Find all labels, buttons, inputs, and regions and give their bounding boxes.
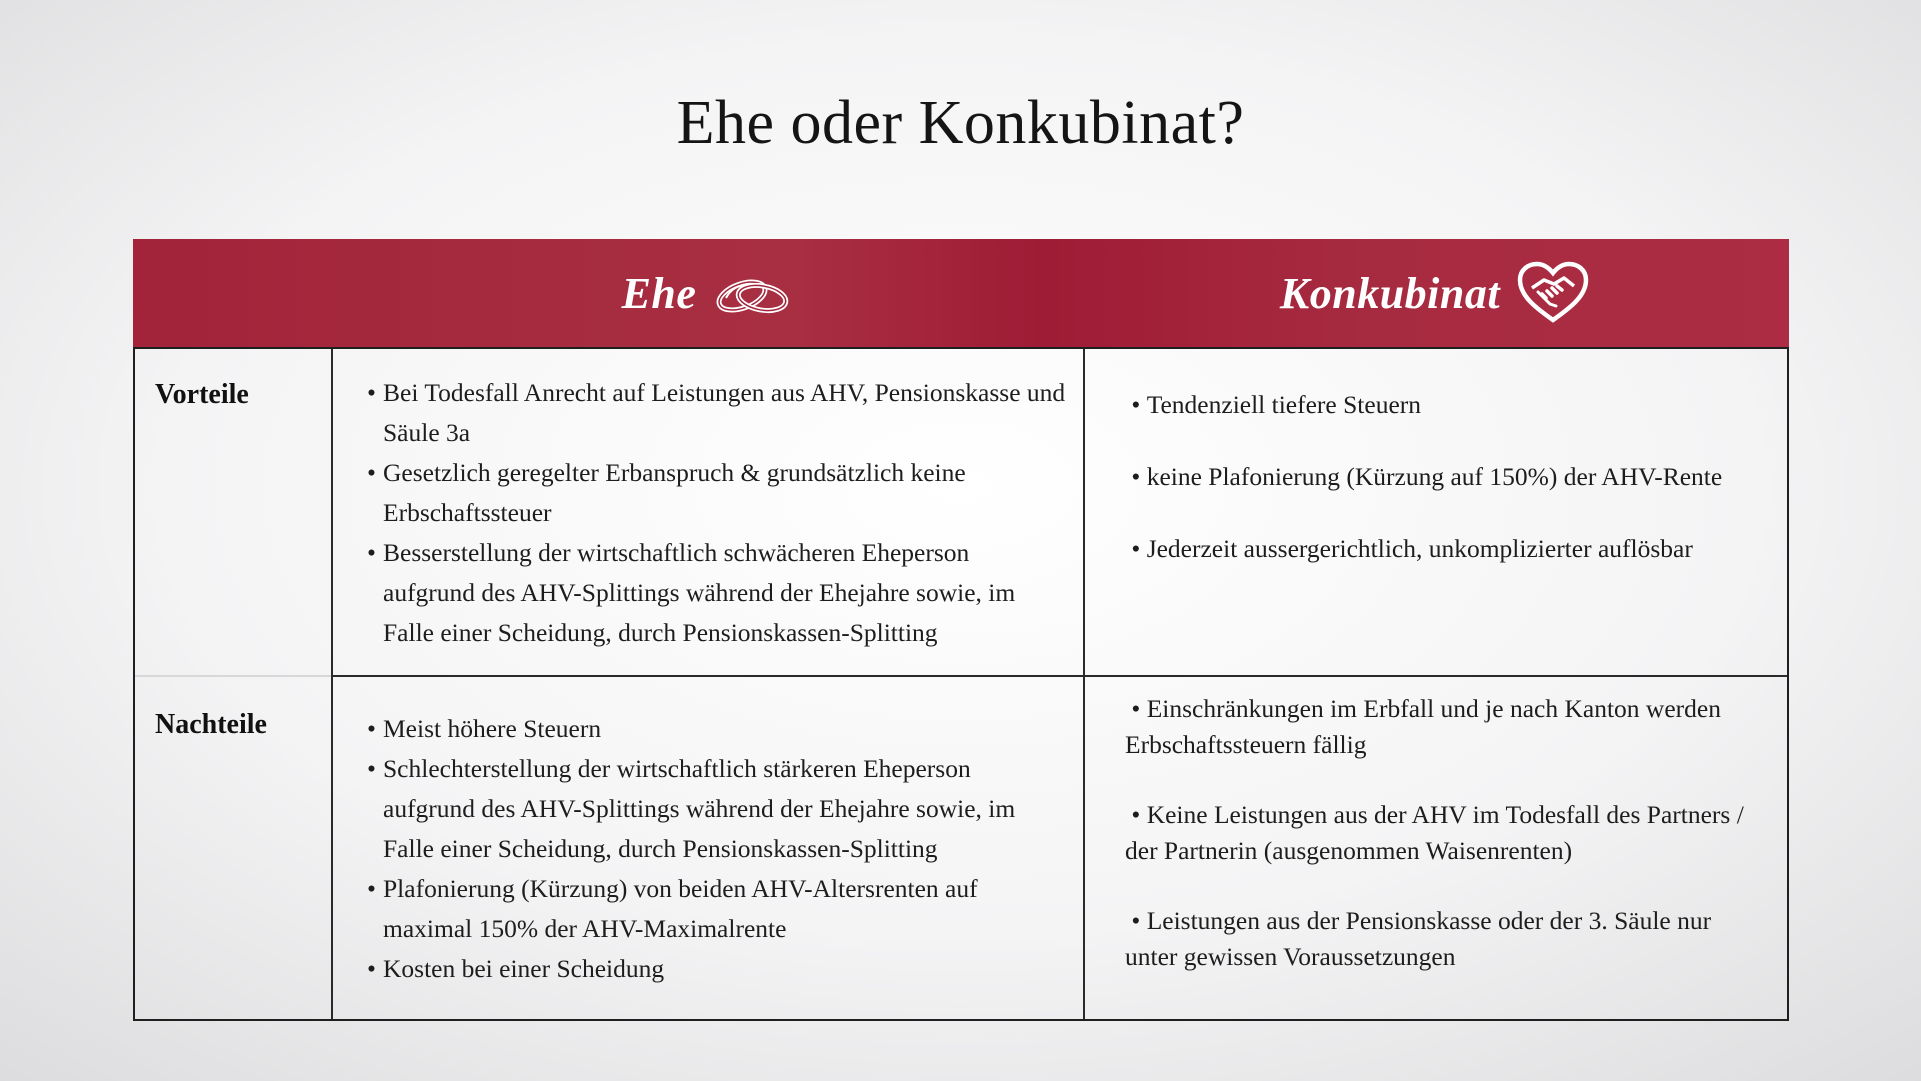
comparison-table: [133, 239, 1789, 1021]
cell-konkubinat-vorteile: [1125, 387, 1765, 567]
list-item: • Bei Todesfall Anrecht auf Leistungen aus AHV, Pensionskasse und Säule 3a: [367, 378, 1066, 447]
list-item: • keine Plafonierung (Kürzung auf 150%) der AHV-Rente: [1125, 462, 1723, 491]
cell-ehe-nachteile: [367, 709, 1067, 989]
table-header: [133, 239, 1789, 349]
list-item: • Jederzeit aussergerichtlich, unkomplizierter auflösbar: [1125, 534, 1693, 563]
list-item: • Leistungen aus der Pensionskasse oder der 3. Säule nur unter gewissen Voraussetzungen: [1125, 906, 1712, 971]
cell-konkubinat-nachteile: [1125, 691, 1765, 975]
header-ehe-label: Ehe: [621, 268, 697, 318]
header-ehe: [331, 239, 1083, 347]
wedding-rings-icon: [712, 268, 792, 318]
row-label-nachteile: Nachteile: [155, 709, 267, 740]
list-item: • Kosten bei einer Scheidung: [367, 954, 665, 983]
list-item: • Meist höhere Steuern: [367, 714, 602, 743]
handshake-heart-icon: [1516, 260, 1590, 326]
list-item: • Gesetzlich geregelter Erbanspruch & grundsätzlich keine Erbschaftssteuer: [367, 458, 966, 527]
cell-ehe-vorteile: [367, 373, 1067, 653]
column-divider-1: [331, 349, 333, 1019]
column-divider-2: [1083, 349, 1085, 1019]
list-item: • Tendenziell tiefere Steuern: [1125, 390, 1422, 419]
row-divider: [135, 675, 1787, 677]
row-label-vorteile: Vorteile: [155, 379, 249, 410]
list-item: • Besserstellung der wirtschaftlich schwächeren Eheperson aufgrund des AHV-Splittings während der Ehejahre sowie, im Falle einer Scheidung, durch Pensionskassen-Splitting: [367, 538, 1016, 647]
list-item: • Plafonierung (Kürzung) von beiden AHV-Altersrenten auf maximal 150% der AHV-Maximalrente: [367, 874, 978, 943]
page-title: Ehe oder Konkubinat?: [676, 89, 1245, 157]
header-konkubinat: [1083, 239, 1787, 347]
header-konkubinat-label: Konkubinat: [1279, 268, 1501, 318]
list-item: • Einschränkungen im Erbfall und je nach Kanton werden Erbschaftssteuern fällig: [1125, 694, 1721, 759]
list-item: • Keine Leistungen aus der AHV im Todesfall des Partners / der Partnerin (ausgenommen Waisenrenten): [1125, 800, 1744, 865]
list-item: • Schlechterstellung der wirtschaftlich stärkeren Eheperson aufgrund des AHV-Splittings während der Ehejahre sowie, im Falle einer Scheidung, durch Pensionskassen-Splitting: [367, 754, 1016, 863]
